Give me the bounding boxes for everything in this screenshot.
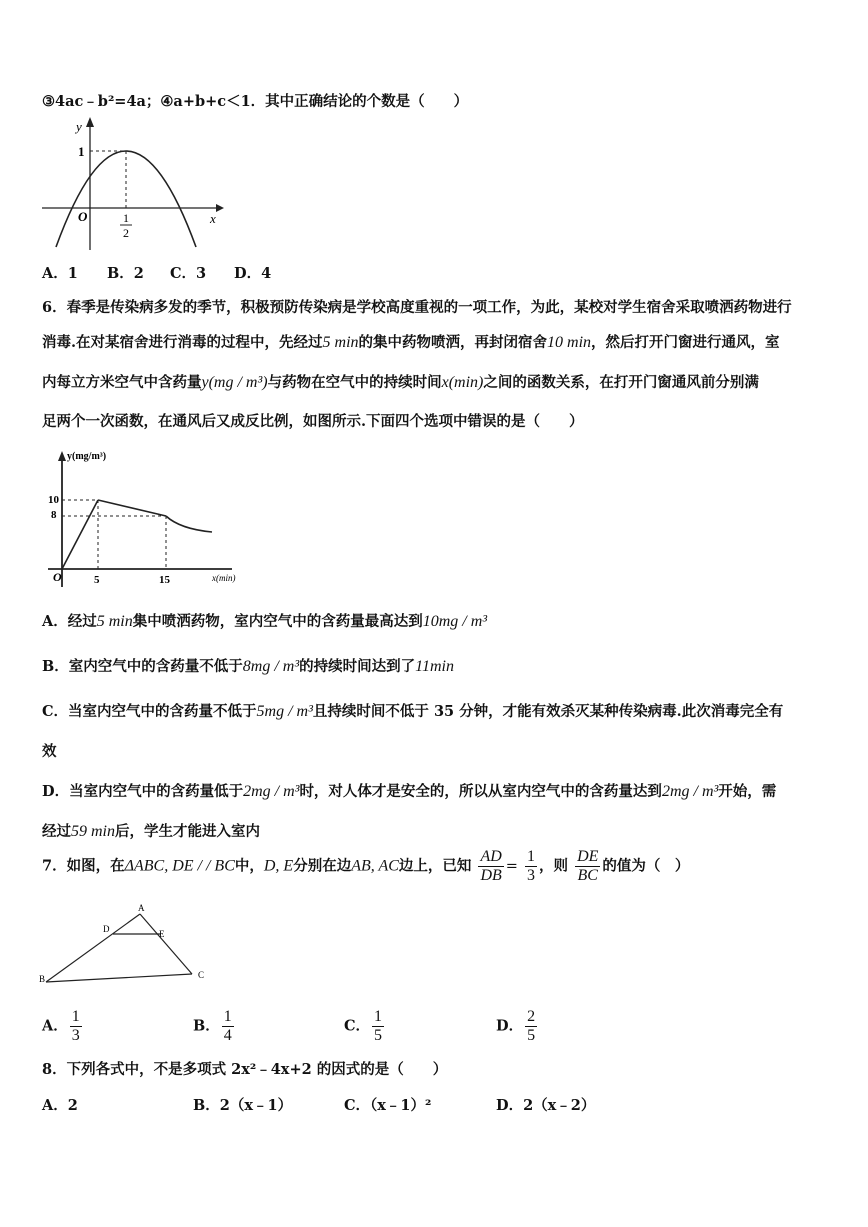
q6-y10-label: 10 [48, 494, 59, 506]
q6-option-d-cont: 经过59 min后，学生才能进入室内 [42, 823, 260, 840]
q7-frac-de-bc: $\frac{DE}{BC}$ [577, 848, 599, 884]
q5-option-a: A．1 [42, 265, 78, 282]
q6-x5-label: 5 [94, 574, 100, 586]
q6-option-c: C．当室内空气中的含药量不低于5mg / m³且持续时间不低于 35 分钟，才能有效杀灭某种传染病毒.此次消毒完全有 [42, 703, 784, 720]
q6-y8-label: 8 [51, 509, 57, 521]
q8-option-d: D．2（x﹣2） [496, 1097, 596, 1114]
q6-option-c-cont: 效 [42, 743, 57, 760]
q5-half-den: 2 [123, 226, 129, 240]
q5-option-c: C．3 [170, 265, 207, 282]
q6-origin-label: O [53, 570, 62, 584]
q6-option-d: D．当室内空气中的含药量低于2mg / m³时，对人体才是安全的，所以从室内空气中的含药量达到2mg / m³开始，需 [42, 783, 777, 800]
q8-option-c: C．（x﹣1）² [344, 1097, 432, 1114]
q7-frac-ad-db: $\frac{AD}{DB}$ [480, 848, 502, 884]
q7-option-b: B． $\frac{1}{4}$ [193, 1008, 232, 1044]
q6-option-a: A．经过5 min集中喷洒药物，室内空气中的含药量最高达到10mg / m³ [42, 613, 488, 630]
q5-x-label: x [210, 211, 216, 226]
q5-parabola-graph [38, 115, 238, 255]
q7-label-e: E [159, 929, 165, 939]
q8-option-b: B．2（x﹣1） [193, 1097, 293, 1114]
q6-line1: 6．春季是传染病多发的季节，积极预防传染病是学校高度重视的一项工作，为此，某校对学生宿舍采取喷洒药物进行 [42, 299, 792, 316]
q7-option-a: A． $\frac{1}{3}$ [42, 1008, 80, 1044]
q6-y-label: y(mg/m³) [67, 451, 107, 462]
q6-line2: 消毒.在对某宿舍进行消毒的过程中，先经过5 min的集中药物喷洒，再封闭宿舍10 min，然后打开门窗进行通风，室 [42, 334, 780, 351]
q8-option-a: A．2 [42, 1097, 78, 1114]
q6-line3: 内每立方米空气中含药量y(mg / m³)与药物在空气中的持续时间x(min)之间的函数关系，在打开门窗通风前分别满 [42, 374, 759, 391]
q6-line4: 足两个一次函数，在通风后又成反比例，如图所示.下面四个选项中错误的是（ ） [42, 413, 584, 430]
q6-x15-label: 15 [159, 574, 170, 586]
q5-y-label: y [76, 119, 82, 134]
q7-frac-1-3: $\frac{1}{3}$ [527, 848, 536, 884]
q5-half-num: 1 [123, 211, 129, 225]
q7-triangle-figure [36, 900, 216, 990]
q7-stem: 7．如图，在ΔABC, DE / / BC中，D, E分别在边AB, AC边上，已知 $\frac{AD}{DB}$ = $\frac{1}{3}$ ，则 $\frac{DE}{BC}$ 的值为（ ） [42, 848, 690, 884]
q7-label-a: A [138, 903, 145, 913]
q6-x-label: x(min) [212, 573, 236, 583]
q7-label-b: B [39, 974, 46, 984]
q7-label-c: C [198, 970, 205, 980]
q8-stem: 8．下列各式中，不是多项式 2x²﹣4x+2 的因式的是（ ） [42, 1061, 448, 1078]
q7-label-d: D [103, 924, 110, 934]
q5-option-d: D．4 [234, 265, 272, 282]
q7-option-d: D． $\frac{2}{5}$ [496, 1008, 536, 1044]
q5-stem: ③4ac﹣b²=4a；④a+b+c＜1．其中正确结论的个数是（ ） [42, 93, 469, 110]
q6-option-b: B．室内空气中的含药量不低于8mg / m³的持续时间达到了11min [42, 658, 454, 675]
q6-concentration-graph [40, 445, 250, 595]
q5-peak-label: 1 [78, 144, 85, 159]
q5-option-b: B．2 [107, 265, 144, 282]
q5-origin-label: O [78, 209, 88, 224]
q7-option-c: C． $\frac{1}{5}$ [344, 1008, 383, 1044]
